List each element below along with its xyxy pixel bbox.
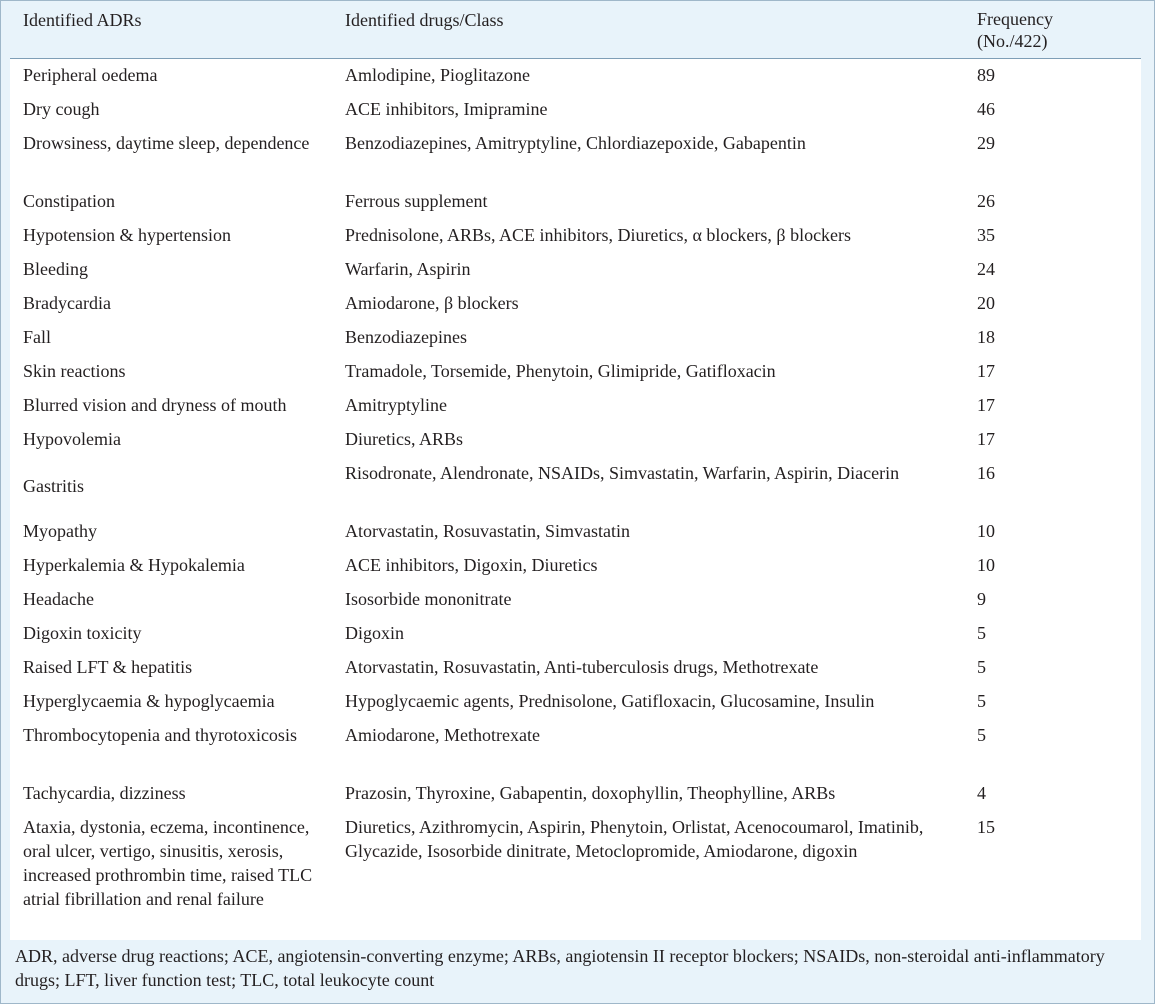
adr-cell: Dry cough: [23, 99, 100, 119]
frequency-cell: 5: [977, 623, 986, 643]
drugs-cell: Benzodiazepines: [345, 327, 467, 347]
frequency-cell: 17: [977, 395, 995, 415]
drugs-cell: Prazosin, Thyroxine, Gabapentin, doxophyllin, Theophylline, ARBs: [345, 783, 836, 803]
frequency-cell: 20: [977, 293, 995, 313]
drugs-cell: ACE inhibitors, Imipramine: [345, 99, 548, 119]
drugs-cell: ACE inhibitors, Digoxin, Diuretics: [345, 555, 598, 575]
table-row: [10, 685, 1141, 719]
table-row: [10, 185, 1141, 219]
adr-cell: Bradycardia: [23, 293, 111, 313]
frequency-cell: 17: [977, 361, 995, 381]
drugs-cell: Ferrous supplement: [345, 191, 488, 211]
frequency-cell: 15: [977, 817, 995, 837]
frequency-cell: 89: [977, 65, 995, 85]
table-row: [10, 287, 1141, 321]
drugs-cell: Amitryptyline: [345, 395, 447, 415]
table-row: [10, 127, 1141, 185]
frequency-cell: 46: [977, 99, 995, 119]
table-row: [10, 617, 1141, 651]
adr-cell: Hyperkalemia & Hypokalemia: [23, 555, 245, 575]
frequency-cell: 17: [977, 429, 995, 449]
table-row: [10, 583, 1141, 617]
table-row: [10, 321, 1141, 355]
adr-cell: Hypotension & hypertension: [23, 225, 231, 245]
adr-cell: Drowsiness, daytime sleep, dependence: [23, 133, 310, 153]
adr-cell: Hypovolemia: [23, 429, 121, 449]
drugs-cell: Risodronate, Alendronate, NSAIDs, Simvastatin, Warfarin, Aspirin, Diacerin: [345, 463, 900, 483]
adr-cell: Fall: [23, 327, 52, 347]
adr-cell: Thrombocytopenia and thyrotoxicosis: [23, 725, 297, 745]
adr-cell: Bleeding: [23, 259, 88, 279]
adr-cell: Hyperglycaemia & hypoglycaemia: [23, 691, 275, 711]
frequency-cell: 26: [977, 191, 995, 211]
table-row: [10, 253, 1141, 287]
adr-cell: Gastritis: [23, 476, 84, 496]
frequency-cell: 4: [977, 783, 986, 803]
adr-cell: Digoxin toxicity: [23, 623, 142, 643]
table-row: [10, 457, 1141, 515]
table-row: [10, 59, 1141, 93]
table-row: [10, 389, 1141, 423]
drugs-cell: Amiodarone, β blockers: [345, 293, 519, 313]
table-row: [10, 515, 1141, 549]
drugs-cell: Tramadole, Torsemide, Phenytoin, Glimipride, Gatifloxacin: [345, 361, 776, 381]
adr-cell: Blurred vision and dryness of mouth: [23, 395, 287, 415]
adr-cell: Myopathy: [23, 521, 97, 541]
drugs-cell: Warfarin, Aspirin: [345, 259, 471, 279]
table-row: [10, 423, 1141, 457]
adr-cell: Tachycardia, dizziness: [23, 783, 186, 803]
drugs-cell: Diuretics, Azithromycin, Aspirin, Phenytoin, Orlistat, Acenocoumarol, Imatinib, Glycazide, Isosorbide dinitrate, Metoclopromide, Amiodarone, digoxin: [345, 817, 924, 861]
frequency-cell: 16: [977, 463, 995, 483]
drugs-cell: Diuretics, ARBs: [345, 429, 464, 449]
drugs-cell: Amlodipine, Pioglitazone: [345, 65, 530, 85]
header-frequency-line1: Frequency: [977, 9, 1053, 29]
table-footnote: ADR, adverse drug reactions; ACE, angiotensin-converting enzyme; ARBs, angiotensin II receptor blockers; NSAIDs, non-steroidal anti-inflammatory drugs; LFT, liver function test; TLC, total leukocyte count: [15, 946, 1105, 990]
drugs-cell: Benzodiazepines, Amitryptyline, Chlordiazepoxide, Gabapentin: [345, 133, 806, 153]
frequency-cell: 35: [977, 225, 995, 245]
adr-cell: Constipation: [23, 191, 116, 211]
table-row: [10, 355, 1141, 389]
table-row: [10, 93, 1141, 127]
frequency-cell: 9: [977, 589, 986, 609]
header-identified-adrs: Identified ADRs: [23, 10, 142, 30]
frequency-cell: 10: [977, 555, 995, 575]
frequency-cell: 29: [977, 133, 995, 153]
drugs-cell: Atorvastatin, Rosuvastatin, Simvastatin: [345, 521, 630, 541]
header-frequency: [977, 8, 1053, 52]
frequency-cell: 5: [977, 657, 986, 677]
table-body: [10, 59, 1141, 940]
adr-cell: Skin reactions: [23, 361, 126, 381]
table-row: [10, 811, 1141, 935]
drugs-cell: Hypoglycaemic agents, Prednisolone, Gatifloxacin, Glucosamine, Insulin: [345, 691, 875, 711]
drugs-cell: Isosorbide mononitrate: [345, 589, 512, 609]
header-frequency-line2: (No./422): [977, 31, 1048, 51]
header-identified-drugs: Identified drugs/Class: [345, 10, 504, 30]
frequency-cell: 5: [977, 725, 986, 745]
adr-cell: Headache: [23, 589, 94, 609]
table-row: [10, 549, 1141, 583]
table-header: [10, 1, 1141, 59]
adr-table: [10, 1, 1141, 940]
drugs-cell: Amiodarone, Methotrexate: [345, 725, 540, 745]
table-row: [10, 651, 1141, 685]
frequency-cell: 18: [977, 327, 995, 347]
drugs-cell: Digoxin: [345, 623, 405, 643]
table-row: [10, 219, 1141, 253]
drugs-cell: Atorvastatin, Rosuvastatin, Anti-tuberculosis drugs, Methotrexate: [345, 657, 819, 677]
frequency-cell: 24: [977, 259, 995, 279]
adr-cell: Peripheral oedema: [23, 65, 158, 85]
frequency-cell: 10: [977, 521, 995, 541]
drugs-cell: Prednisolone, ARBs, ACE inhibitors, Diuretics, α blockers, β blockers: [345, 225, 852, 245]
adr-cell: Raised LFT & hepatitis: [23, 657, 193, 677]
table-row: [10, 777, 1141, 811]
adr-cell: Ataxia, dystonia, eczema, incontinence, oral ulcer, vertigo, sinusitis, xerosis, increased prothrombin time, raised TLC atrial fibrillation and renal failure: [23, 817, 313, 909]
frequency-cell: 5: [977, 691, 986, 711]
table-row: [10, 719, 1141, 777]
